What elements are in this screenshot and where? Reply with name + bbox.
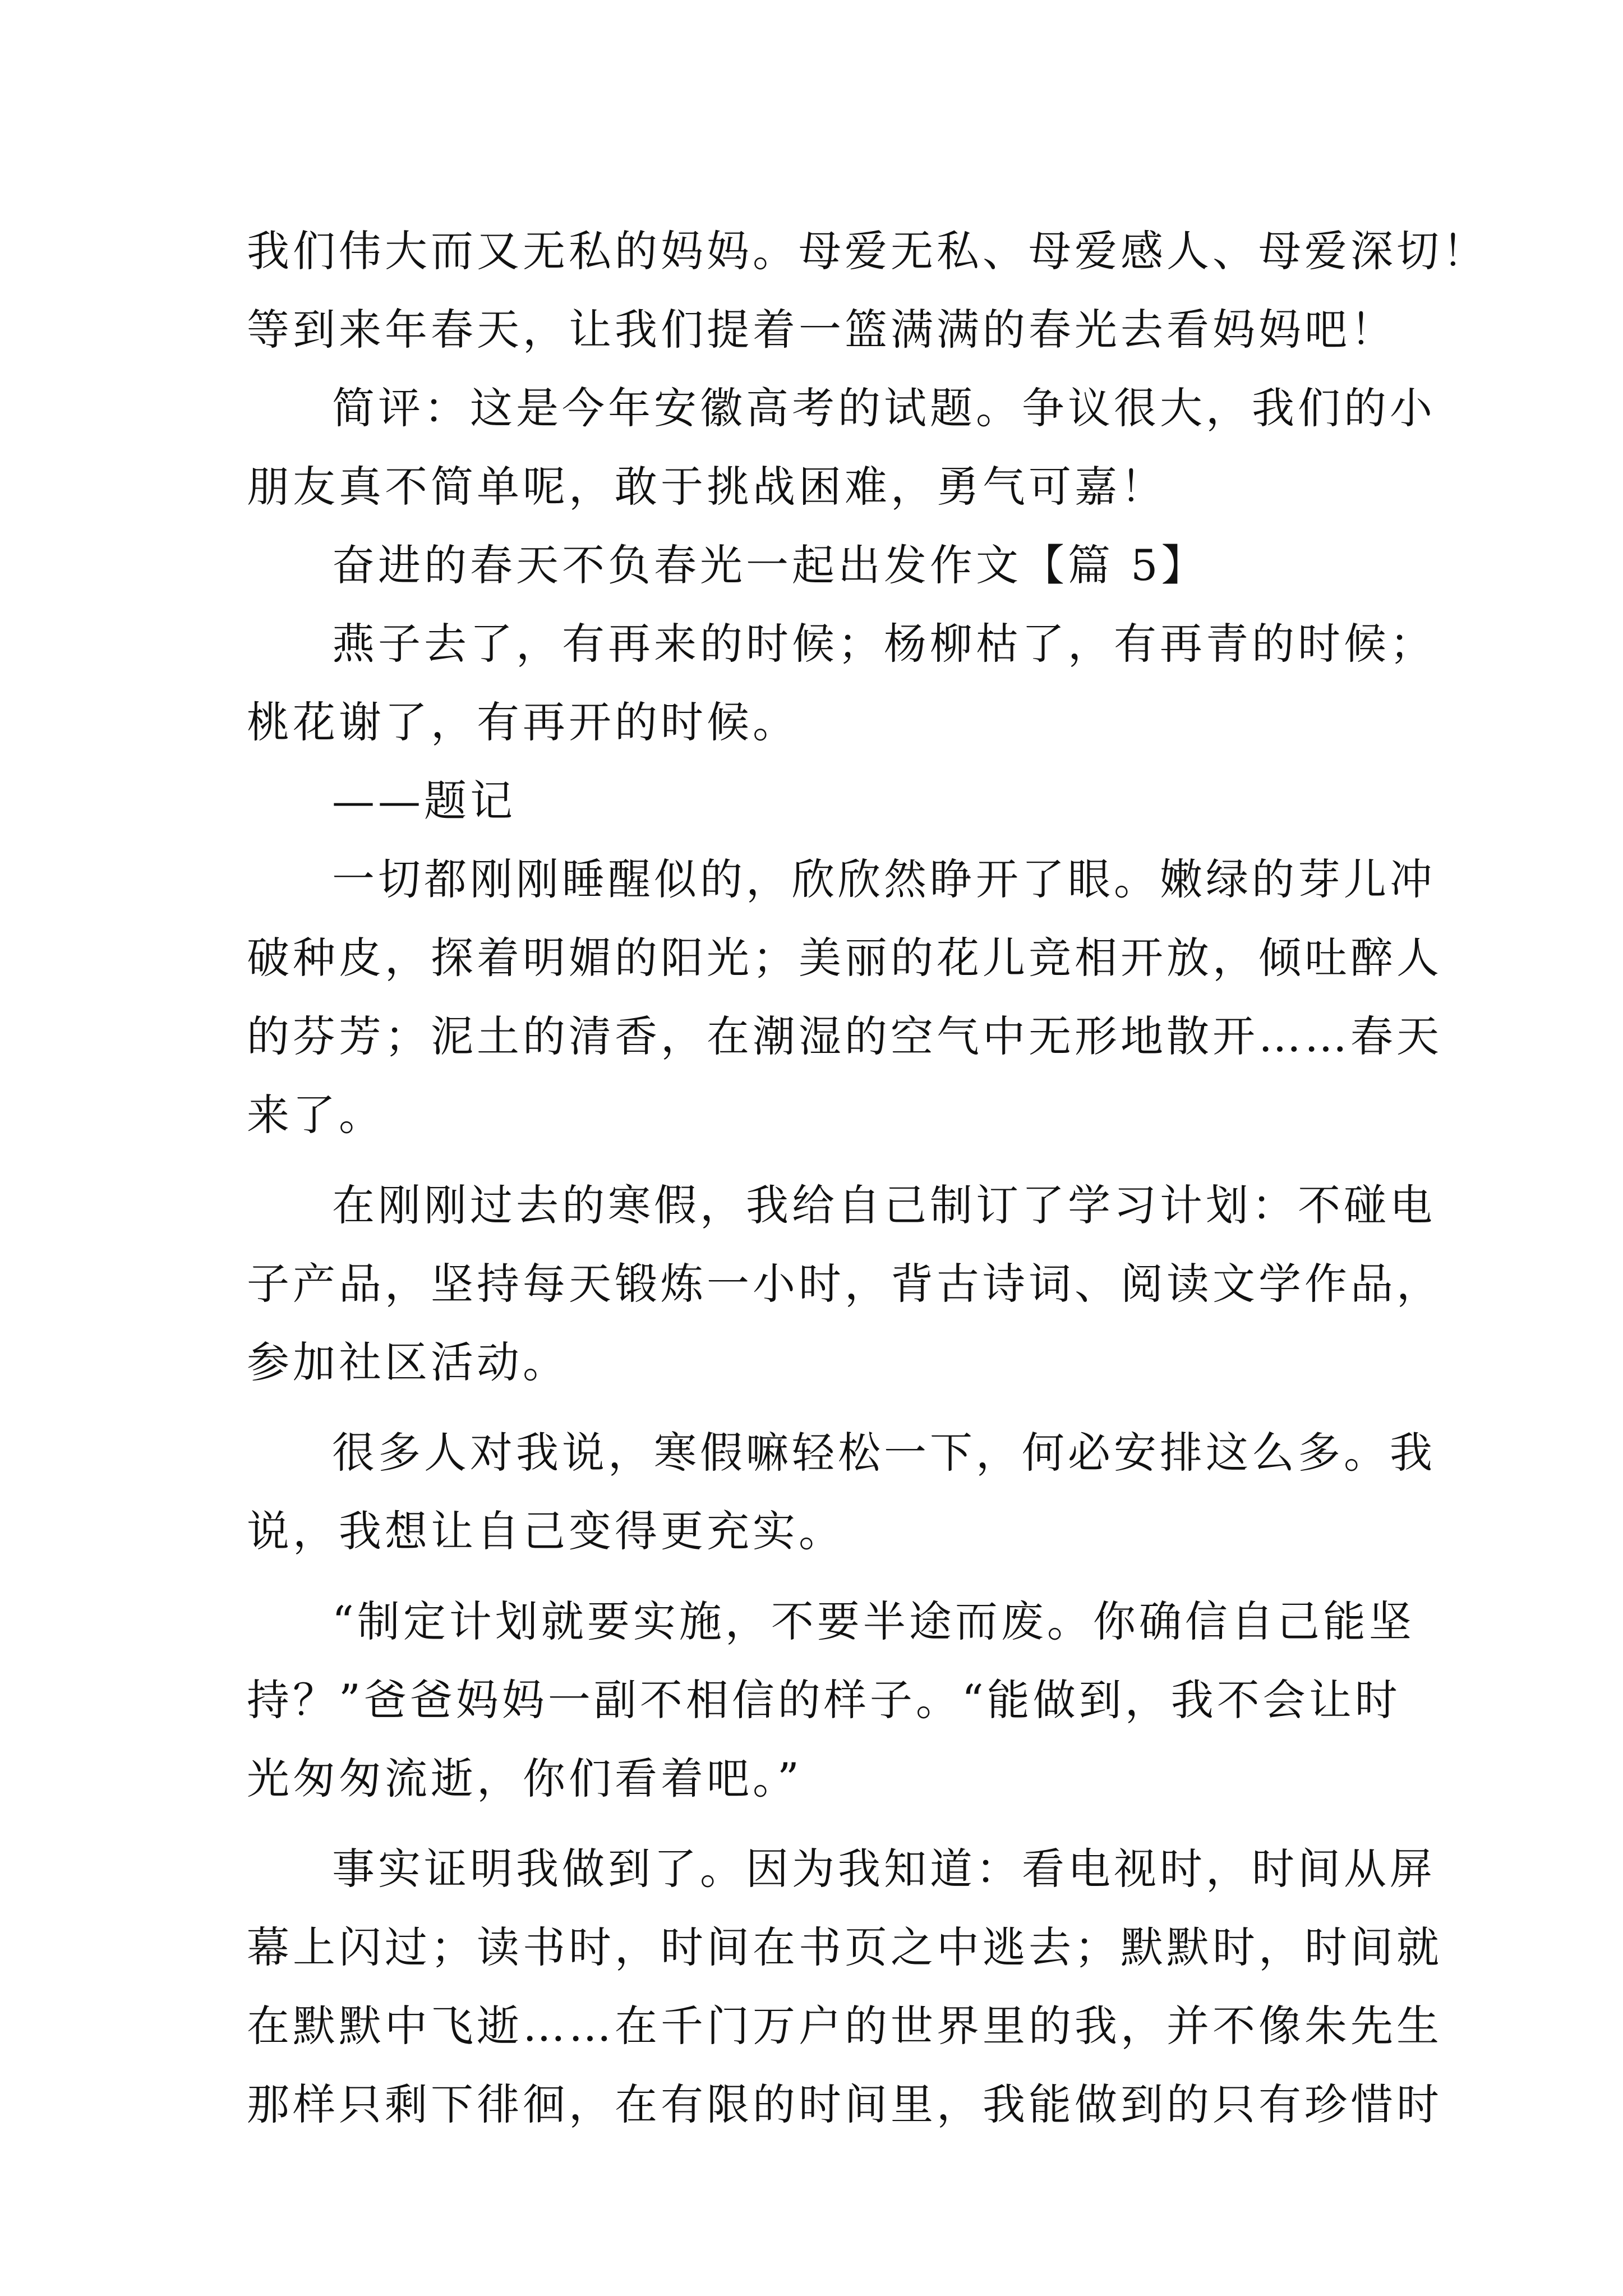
text-line: 在默默中飞逝……在千门万户的世界里的我，并不像朱先生 [247,2001,1442,2051]
text-line: 那样只剩下徘徊，在有限的时间里，我能做到的只有珍惜时 [247,2079,1442,2129]
text-line: 参加社区活动。 [247,1337,569,1387]
text-line: 破种皮，探着明媚的阳光；美丽的花儿竞相开放，倾吐醉人 [247,933,1442,983]
text-line: 等到来年春天，让我们提着一篮满满的春光去看妈妈吧！ [247,305,1396,355]
epigraph-note: ——题记 [332,776,516,826]
text-line: “制定计划就要实施，不要半途而废。你确信自己能坚 [332,1596,1415,1646]
text-line: 很多人对我说，寒假嘛轻松一下，何必安排这么多。我 [332,1428,1436,1478]
text-line: 来了。 [247,1090,385,1140]
text-line: 桃花谢了，有再开的时候。 [247,697,799,747]
document-body [247,212,1488,2144]
text-line: 光匆匆流逝，你们看着吧。” [247,1754,803,1803]
text-line: 在刚刚过去的寒假，我给自己制订了学习计划：不碰电 [332,1180,1436,1230]
text-line: 幕上闪过；读书时，时间在书页之中逃去；默默时，时间就 [247,1922,1442,1972]
text-line: 一切都刚刚睡醒似的，欣欣然睁开了眼。嫩绿的芽儿冲 [332,854,1436,904]
paragraph-gap [247,1154,1391,1166]
text-line: 事实证明我做到了。因为我知道：看电视时，时间从屏 [332,1844,1436,1894]
text-line: 持？”爸爸妈妈一副不相信的样子。“能做到，我不会让时 [247,1675,1401,1725]
text-line: 燕子去了，有再来的时候；杨柳枯了，有再青的时候； [332,619,1436,669]
text-line: 子产品，坚持每天锻炼一小时，背古诗词、阅读文学作品， [247,1259,1442,1309]
paragraph-gap [247,1818,1391,1830]
text-line: 的芬芳；泥土的清香，在潮湿的空气中无形地散开……春天 [247,1011,1442,1061]
text-line: 我们伟大而又无私的妈妈。母爱无私、母爱感人、母爱深切！ [247,226,1488,276]
paragraph-gap [247,1571,1391,1582]
text-line: 说，我想让自己变得更充实。 [247,1506,845,1556]
text-line: 朋友真不简单呢，敢于挑战困难，勇气可嘉！ [247,462,1166,512]
paragraph-gap [247,1402,1391,1414]
section-heading: 奋进的春天不负春光一起出发作文【篇 5】 [332,540,1207,590]
text-line: 简评：这是今年安徽高考的试题。争议很大，我们的小 [332,383,1436,433]
